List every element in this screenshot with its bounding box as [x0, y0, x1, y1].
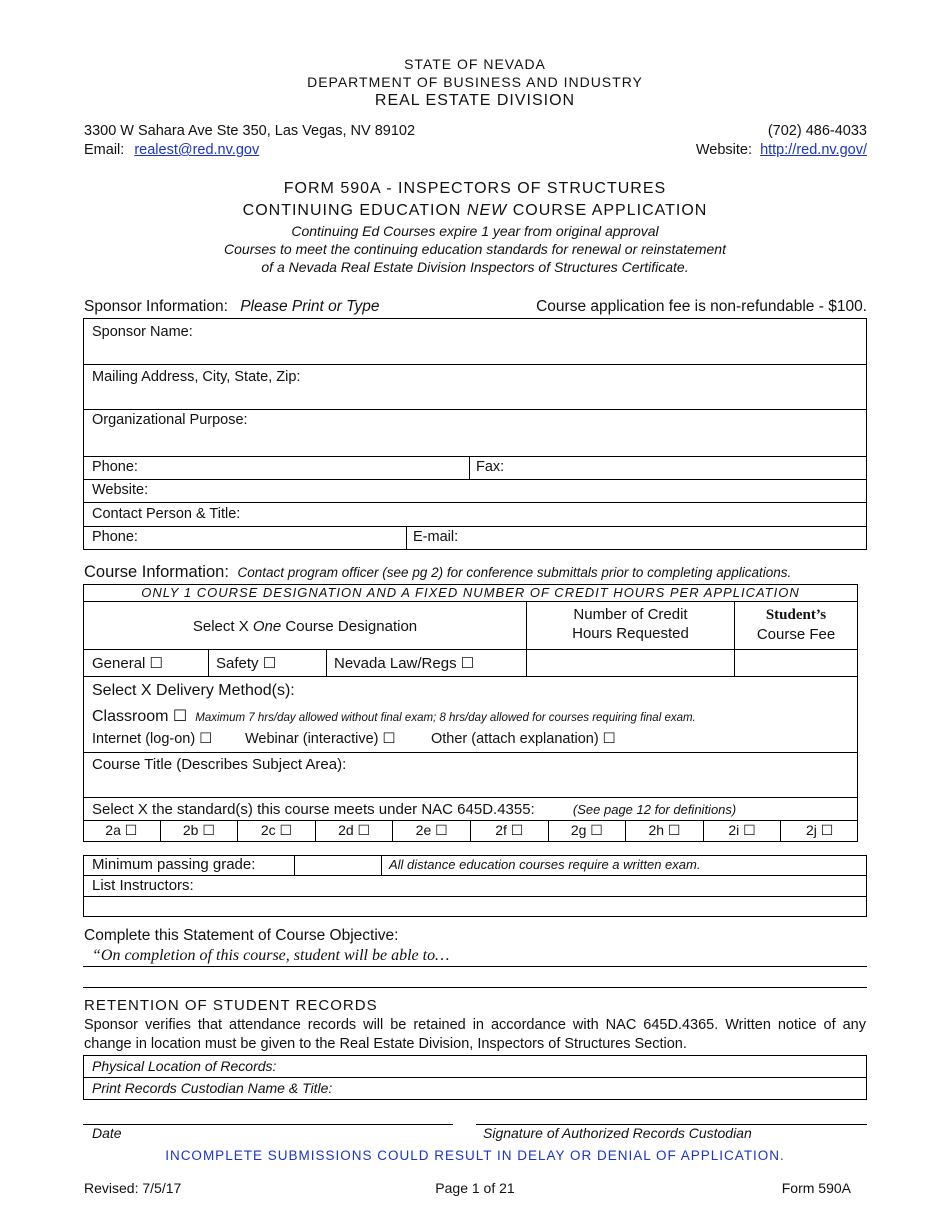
- standards-label: Select X the standard(s) this course meets under NAC 645D.4355:: [92, 801, 535, 818]
- distance-exam-note: All distance education courses require a written exam.: [389, 857, 701, 872]
- standard-checkbox[interactable]: 2g ☐: [549, 820, 627, 842]
- office-address: 3300 W Sahara Ave Ste 350, Las Vegas, NV 89102: [84, 123, 416, 139]
- minimum-grade-label: Minimum passing grade:: [92, 856, 256, 873]
- classroom-checkbox[interactable]: Classroom ☐: [92, 708, 188, 725]
- sponsor-phone-field[interactable]: Phone:: [92, 459, 138, 475]
- website-label: Website:: [695, 142, 753, 158]
- department-heading: DEPARTMENT OF BUSINESS AND INDUSTRY: [307, 74, 643, 90]
- standards-heading: [92, 801, 736, 818]
- standards-definitions-note: (See page 12 for definitions): [572, 802, 737, 817]
- form-number: Form 590A: [781, 1180, 851, 1196]
- contact-phone-field[interactable]: Phone:: [92, 529, 138, 545]
- sponsor-name-field[interactable]: Sponsor Name:: [92, 324, 193, 340]
- email-label: Email:: [84, 142, 125, 158]
- records-location-field[interactable]: Physical Location of Records:: [92, 1058, 277, 1074]
- nevada-law-checkbox[interactable]: Nevada Law/Regs ☐: [334, 655, 475, 672]
- one-designation-banner: ONLY 1 COURSE DESIGNATION AND A FIXED NUMBER OF CREDIT HOURS PER APPLICATION: [141, 585, 800, 600]
- subtitle-new: NEW: [466, 202, 508, 219]
- course-heading-note: Contact program officer (see pg 2) for conference submittals prior to completing applications.: [237, 565, 792, 580]
- organizational-purpose-field[interactable]: Organizational Purpose:: [92, 412, 248, 428]
- contact-email-field[interactable]: E-mail:: [413, 529, 459, 545]
- standard-checkbox[interactable]: 2h ☐: [626, 820, 704, 842]
- standard-checkbox[interactable]: 2c ☐: [238, 820, 316, 842]
- standard-checkbox[interactable]: 2j ☐: [805, 822, 834, 838]
- minimum-grade-input[interactable]: [295, 856, 380, 874]
- signature-field[interactable]: Signature of Authorized Records Custodian: [483, 1125, 752, 1141]
- delivery-heading: Select X Delivery Method(s):: [92, 682, 295, 699]
- sponsor-heading-note: Please Print or Type: [240, 298, 380, 315]
- state-heading: STATE OF NEVADA: [404, 56, 546, 72]
- student-fee-header: [735, 607, 857, 643]
- credit-hours-line-2: Hours Requested: [572, 625, 689, 642]
- mailing-address-field[interactable]: Mailing Address, City, State, Zip:: [92, 369, 301, 385]
- standard-checkbox[interactable]: 2a ☐: [83, 820, 161, 842]
- standard-checkbox[interactable]: 2i ☐: [704, 820, 782, 842]
- designation-pre: Select X: [192, 618, 253, 635]
- internet-checkbox[interactable]: Internet (log-on) ☐: [92, 731, 213, 747]
- safety-checkbox[interactable]: Safety ☐: [216, 655, 277, 672]
- student-fee-line-1: Student’s: [765, 607, 827, 623]
- contact-person-field[interactable]: Contact Person & Title:: [92, 506, 241, 522]
- credit-hours-header: [527, 606, 734, 642]
- credit-hours-input[interactable]: [527, 650, 734, 676]
- standards-row: [83, 820, 858, 842]
- course-title-field[interactable]: Course Title (Describes Subject Area):: [92, 756, 347, 773]
- website-link[interactable]: http://red.nv.gov/: [760, 142, 867, 158]
- classroom-note: Maximum 7 hrs/day allowed without final exam; 8 hrs/day allowed for courses requiring final exam.: [195, 712, 696, 724]
- revised-date: Revised: 7/5/17: [84, 1180, 182, 1196]
- retention-heading: RETENTION OF STUDENT RECORDS: [84, 997, 378, 1014]
- other-checkbox[interactable]: Other (attach explanation) ☐: [431, 731, 616, 747]
- standards-note-1: Courses to meet the continuing education standards for renewal or reinstatement: [224, 241, 726, 257]
- instructors-field[interactable]: List Instructors:: [92, 877, 194, 894]
- form-title: FORM 590A - INSPECTORS OF STRUCTURES: [283, 180, 667, 197]
- division-heading: REAL ESTATE DIVISION: [374, 92, 576, 109]
- webinar-checkbox[interactable]: Webinar (interactive) ☐: [245, 731, 396, 747]
- standard-checkbox[interactable]: 2b ☐: [161, 820, 239, 842]
- standard-checkbox[interactable]: 2d ☐: [316, 820, 394, 842]
- designation-header: [84, 618, 526, 635]
- sponsor-heading: [84, 298, 379, 316]
- course-heading: [84, 563, 791, 582]
- course-heading-label: Course Information:: [84, 563, 229, 581]
- credit-hours-line-1: Number of Credit: [573, 606, 688, 623]
- sponsor-website-field[interactable]: Website:: [92, 482, 149, 498]
- designation-post: Course Designation: [281, 618, 418, 635]
- student-fee-line-2: Course Fee: [756, 626, 836, 643]
- designation-one: One: [252, 618, 282, 635]
- website-line: [696, 142, 867, 158]
- email-link[interactable]: realest@red.nv.gov: [134, 142, 260, 158]
- subtitle-post: COURSE APPLICATION: [507, 202, 708, 219]
- subtitle-pre: CONTINUING EDUCATION: [242, 202, 467, 219]
- student-fee-input[interactable]: [735, 650, 857, 676]
- standard-checkbox[interactable]: 2f ☐: [471, 820, 549, 842]
- retention-statement: Sponsor verifies that attendance records will be retained in accordance with NAC 645D.4365. Written notice of any change in location must be given to the Real Estate Division, Inspectors of Structures Section.: [84, 1017, 866, 1052]
- application-fee-note: Course application fee is non-refundable - $100.: [536, 298, 867, 315]
- records-custodian-field[interactable]: Print Records Custodian Name & Title:: [92, 1080, 333, 1096]
- date-field[interactable]: Date: [92, 1125, 122, 1141]
- incomplete-warning: INCOMPLETE SUBMISSIONS COULD RESULT IN DELAY OR DENIAL OF APPLICATION.: [165, 1148, 785, 1163]
- objective-prompt[interactable]: “On completion of this course, student will be able to…: [92, 947, 450, 964]
- standards-note-2: of a Nevada Real Estate Division Inspectors of Structures Certificate.: [261, 259, 689, 275]
- objective-heading: Complete this Statement of Course Objective:: [84, 927, 399, 944]
- page-number: Page 1 of 21: [435, 1180, 515, 1196]
- standard-checkbox[interactable]: 2e ☐: [393, 820, 471, 842]
- email-line: [84, 142, 259, 158]
- office-phone: (702) 486-4033: [767, 123, 867, 139]
- sponsor-fax-field[interactable]: Fax:: [476, 459, 505, 475]
- classroom-row: [92, 706, 696, 726]
- expiry-note: Continuing Ed Courses expire 1 year from original approval: [291, 223, 659, 239]
- sponsor-heading-label: Sponsor Information:: [84, 298, 228, 315]
- general-checkbox[interactable]: General ☐: [92, 655, 163, 672]
- form-subtitle: [0, 202, 950, 220]
